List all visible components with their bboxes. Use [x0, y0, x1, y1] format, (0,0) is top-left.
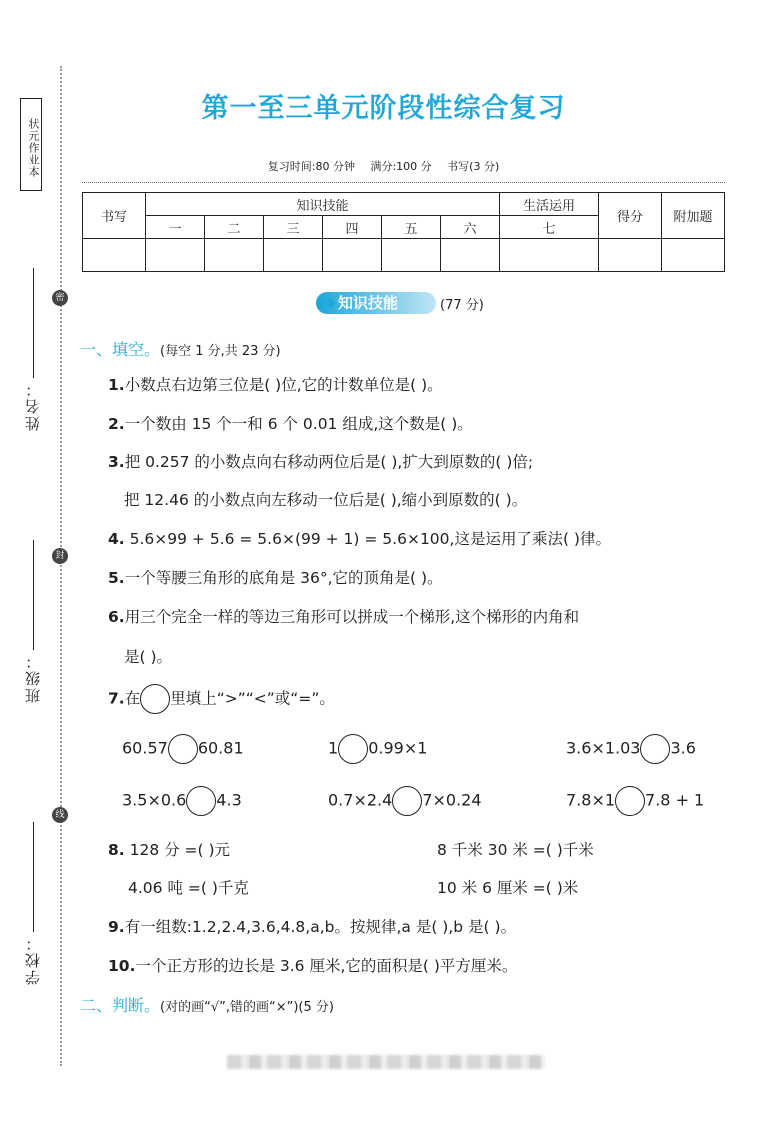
question-8a: [108, 838, 230, 860]
col-bonus: 附加题: [662, 193, 725, 239]
col-application: 生活运用: [500, 193, 599, 216]
compare-circle[interactable]: [615, 786, 645, 816]
class-label: 班级：: [24, 652, 42, 703]
score-cell[interactable]: [205, 239, 264, 272]
question-10: [108, 954, 517, 976]
question-7: [108, 684, 335, 714]
q-text: 一个正方形的边长是 3.6 厘米,它的面积是( )平方厘米。: [135, 957, 518, 975]
seal-mark-xian: 线: [52, 807, 68, 823]
question-8d: [437, 876, 578, 898]
section-score: (77 分): [440, 298, 484, 313]
compare-circle-icon: [140, 684, 170, 714]
question-3: [108, 450, 533, 472]
col-4: 四: [323, 216, 382, 239]
q-text: 有一组数:1.2,2.4,3.6,4.8,a,b。按规律,a 是( ),b 是( )。: [124, 918, 517, 936]
col-writing: 书写: [83, 193, 146, 239]
question-5: [108, 566, 443, 588]
name-label: 姓名：: [24, 380, 42, 431]
q-text: 里填上“>”“<”或“=”。: [170, 689, 335, 708]
exam-writing-score: 书写(3 分): [447, 160, 500, 173]
q-text: 4.06 吨 =( )千克: [128, 879, 249, 897]
seal-dotted-line: [60, 66, 62, 1066]
q-num: 2.: [108, 415, 125, 433]
col-2: 二: [205, 216, 264, 239]
score-cell[interactable]: [441, 239, 500, 272]
part1-heading: [80, 337, 281, 360]
part1-note: (每空 1 分,共 23 分): [160, 344, 281, 359]
score-cell[interactable]: [382, 239, 441, 272]
section-title: 知识技能: [338, 294, 399, 312]
header-divider: [82, 182, 725, 183]
name-line: [33, 268, 34, 378]
score-cell[interactable]: [264, 239, 323, 272]
col-knowledge: 知识技能: [146, 193, 500, 216]
school-label: 学校：: [24, 934, 42, 985]
question-3-line2: [124, 488, 527, 510]
part2-heading: [80, 993, 334, 1016]
compare-left: 60.57: [122, 738, 168, 758]
q-num: 1.: [108, 376, 125, 394]
exam-full-score: 满分:100 分: [370, 160, 432, 173]
col-3: 三: [264, 216, 323, 239]
col-1: 一: [146, 216, 205, 239]
q-text: 一个等腰三角形的底角是 36°,它的顶角是( )。: [124, 569, 443, 587]
q-num: 6.: [108, 608, 125, 626]
class-line: [33, 540, 34, 650]
compare-circle[interactable]: [640, 734, 670, 764]
compare-right: 7.8 + 1: [645, 790, 705, 810]
q-text: 5.6×99 + 5.6 = 5.6×(99 + 1) = 5.6×100,这是运用了乘法( )律。: [124, 530, 611, 548]
section-dots-icon: ●●: [316, 296, 336, 309]
seal-mark-mi: 密: [52, 290, 68, 306]
q-num: 9.: [108, 918, 125, 936]
q-num: 7.: [108, 689, 125, 708]
q-text: 用三个完全一样的等边三角形可以拼成一个梯形,这个梯形的内角和: [124, 608, 580, 626]
compare-left: 1: [328, 738, 339, 758]
q-text: 小数点右边第三位是( )位,它的计数单位是( )。: [124, 376, 443, 394]
q-text: 是( )。: [124, 648, 173, 666]
compare-circle[interactable]: [392, 786, 422, 816]
compare-right: 7×0.24: [422, 790, 482, 810]
q-text: 一个数由 15 个一和 6 个 0.01 组成,这个数是( )。: [124, 415, 473, 433]
question-6-line2: [124, 645, 172, 667]
score-cell[interactable]: [500, 239, 599, 272]
compare-item: [328, 786, 482, 816]
compare-item: [566, 786, 704, 816]
score-cell[interactable]: [662, 239, 725, 272]
score-cell[interactable]: [83, 239, 146, 272]
part2-note: (对的画“√”,错的画“×”)(5 分): [160, 1000, 334, 1015]
question-8b: [437, 838, 594, 860]
q-num: 5.: [108, 569, 125, 587]
page-title: 第一至三单元阶段性综合复习: [201, 93, 566, 124]
compare-right: 0.99×1: [368, 738, 428, 758]
compare-circle[interactable]: [186, 786, 216, 816]
q-num: 8.: [108, 841, 125, 859]
col-7: 七: [500, 216, 599, 239]
question-4: [108, 527, 611, 549]
exam-time: 复习时间:80 分钟: [267, 160, 355, 173]
q-num: 4.: [108, 530, 125, 548]
q-num: 3.: [108, 453, 125, 471]
q-text: 8 千米 30 米 =( )千米: [437, 841, 594, 859]
brand-badge: 状元作业本: [20, 98, 42, 191]
question-2: [108, 412, 473, 434]
compare-left: 0.7×2.4: [328, 790, 393, 810]
q-text: 把 0.257 的小数点向右移动两位后是( ),扩大到原数的( )倍;: [124, 453, 534, 471]
seal-mark-feng: 封: [52, 548, 68, 564]
school-line: [33, 822, 34, 932]
compare-item: [328, 734, 427, 764]
col-score: 得分: [599, 193, 662, 239]
score-cell[interactable]: [146, 239, 205, 272]
part1-title: 一、填空。: [80, 340, 161, 359]
compare-circle[interactable]: [168, 734, 198, 764]
score-cell[interactable]: [599, 239, 662, 272]
compare-right: 3.6: [670, 738, 696, 758]
compare-right: 60.81: [197, 738, 244, 758]
q-text: 10 米 6 厘米 =( )米: [437, 879, 579, 897]
q-num: 10.: [108, 957, 136, 975]
q-text: 把 12.46 的小数点向左移动一位后是( ),缩小到原数的( )。: [124, 491, 528, 509]
part2-title: 二、判断。: [80, 996, 161, 1015]
compare-item: [122, 734, 244, 764]
compare-item: [122, 786, 242, 816]
score-table: [82, 192, 725, 272]
question-1: [108, 373, 443, 395]
q-text: 128 分 =( )元: [124, 841, 231, 859]
col-6: 六: [441, 216, 500, 239]
question-8c: [128, 876, 249, 898]
score-cell[interactable]: [323, 239, 382, 272]
compare-circle[interactable]: [338, 734, 368, 764]
compare-left: 3.5×0.6: [122, 790, 187, 810]
exam-meta: [0, 158, 767, 174]
compare-right: 4.3: [216, 790, 242, 810]
blurred-watermark: [227, 1055, 545, 1069]
compare-item: [566, 734, 696, 764]
q-text: 在: [124, 689, 141, 708]
compare-left: 3.6×1.03: [566, 738, 641, 758]
col-5: 五: [382, 216, 441, 239]
compare-left: 7.8×1: [566, 790, 616, 810]
question-9: [108, 915, 516, 937]
question-6: [108, 605, 579, 627]
